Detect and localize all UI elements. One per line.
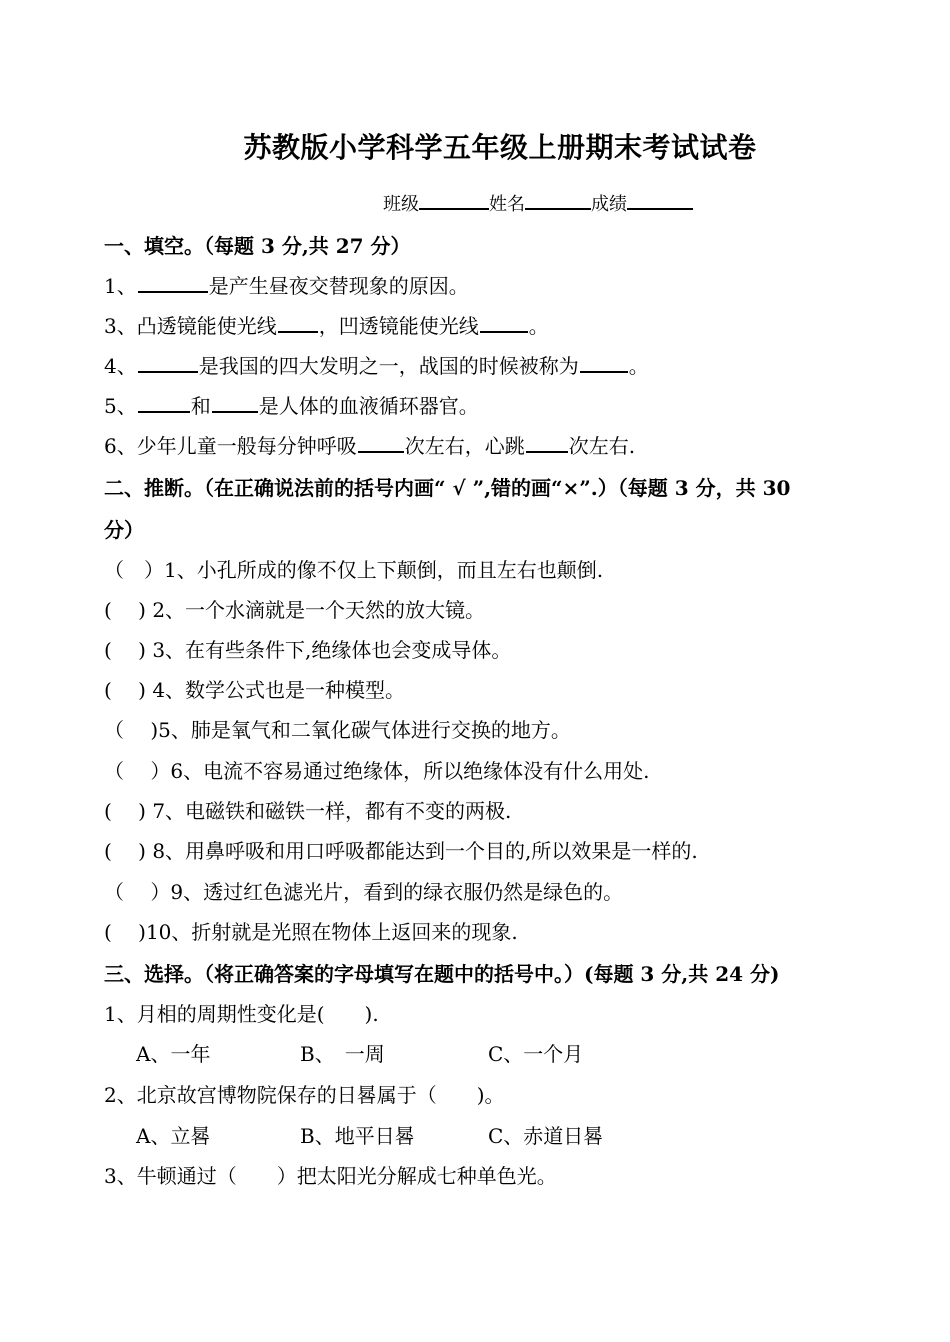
judge-item: ( ) 3、在有些条件下,绝缘体也会变成导体。 <box>104 638 512 662</box>
name-blank <box>525 194 591 210</box>
choice-option-c: C、赤道日晷 <box>488 1124 604 1148</box>
fill-question-6: 6、少年儿童一般每分钟呼吸 次左右，心跳 次左右. <box>104 434 636 458</box>
judge-item: ( ) 8、用鼻呼吸和用口呼吸都能达到一个目的,所以效果是一样的. <box>104 839 698 863</box>
choice-question-1: 1、月相的周期性变化是( ). <box>104 1002 379 1026</box>
fill-question-3: 3、凸透镜能使光线 ，凹透镜能使光线 。 <box>104 314 549 338</box>
fill-question-4: 4、 是我国的四大发明之一，战国的时候被称为 。 <box>104 354 649 378</box>
answer-blank <box>526 433 568 453</box>
section3-heading: 三、选择。（将正确答案的字母填写在题中的括号中。）(每题 3 分,共 24 分) <box>104 962 780 986</box>
judge-item: ( ) 7、电磁铁和磁铁一样，都有不变的两极. <box>104 799 512 823</box>
choice-option-a: A、一年 <box>136 1042 211 1066</box>
judge-item: ( ) 2、一个水滴就是一个天然的放大镜。 <box>104 598 486 622</box>
section1-heading: 一、填空。（每题 3 分,共 27 分） <box>104 234 411 258</box>
page-title: 苏教版小学科学五年级上册期末考试试卷 <box>243 131 757 164</box>
judge-item: ( )10、折射就是光照在物体上返回来的现象. <box>104 920 518 944</box>
judge-item: （ ）6、电流不容易通过绝缘体，所以绝缘体没有什么用处. <box>104 759 650 783</box>
student-info-row <box>383 190 693 216</box>
name-label: 姓名 <box>489 194 525 215</box>
choice-option-c: C、一个月 <box>488 1042 584 1066</box>
answer-blank <box>580 353 628 373</box>
answer-blank <box>278 313 318 333</box>
answer-blank <box>358 433 404 453</box>
choice-option-b: B、地平日晷 <box>300 1124 415 1148</box>
choice-option-a: A、立晷 <box>136 1124 211 1148</box>
fill-question-1: 1、 是产生昼夜交替现象的原因。 <box>104 274 469 298</box>
judge-item: （ ）9、透过红色滤光片，看到的绿衣服仍然是绿色的。 <box>104 880 624 904</box>
score-label: 成绩 <box>591 194 627 215</box>
section2-heading-line2: 分） <box>104 518 144 542</box>
choice-question-2: 2、北京故宫博物院保存的日晷属于（ )。 <box>104 1083 505 1107</box>
answer-blank <box>138 393 190 413</box>
class-blank <box>419 194 489 210</box>
judge-item: （ ）1、小孔所成的像不仅上下颠倒，而且左右也颠倒. <box>104 558 604 582</box>
answer-blank <box>138 273 208 293</box>
choice-question-3: 3、牛顿通过（ ）把太阳光分解成七种单色光。 <box>104 1164 557 1188</box>
answer-blank <box>480 313 528 333</box>
answer-blank <box>138 353 198 373</box>
judge-item: ( ) 4、数学公式也是一种模型。 <box>104 678 406 702</box>
class-label: 班级 <box>383 194 419 215</box>
choice-option-b: B、 一周 <box>300 1042 385 1066</box>
fill-question-5: 5、 和 是人体的血液循环器官。 <box>104 394 479 418</box>
answer-blank <box>212 393 258 413</box>
judge-item: （ )5、肺是氧气和二氧化碳气体进行交换的地方。 <box>104 718 571 742</box>
section2-heading-line1: 二、推断。（在正确说法前的括号内画“ √ ”,错的画“×”.）（每题 3 分，共 30 <box>104 476 791 500</box>
score-blank <box>627 194 693 210</box>
